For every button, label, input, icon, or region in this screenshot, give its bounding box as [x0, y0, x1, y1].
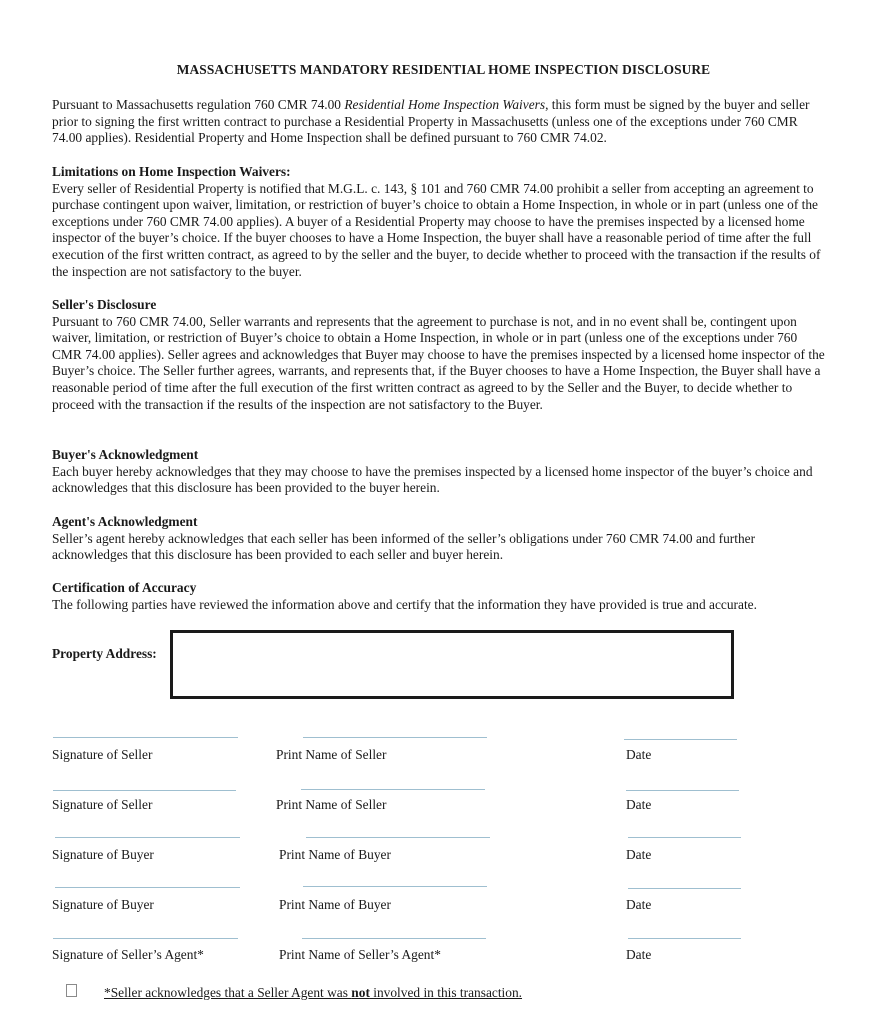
no-seller-agent-checkbox[interactable]: [66, 984, 77, 997]
signature-label: Signature of Seller: [52, 797, 153, 812]
date-label: Date: [626, 797, 652, 812]
agent-signature-line[interactable]: [53, 938, 238, 939]
property-address-field[interactable]: [170, 630, 734, 699]
section-body: Seller’s agent hereby acknowledges that each seller has been informed of the seller’s obligations under 760 CMR 74.00 and further acknowledges that this disclosure has been provided to each seller and buyer herein.: [52, 530, 756, 563]
date-label: Date: [626, 747, 652, 762]
seller-print-name-line[interactable]: [301, 789, 485, 790]
section-body: Every seller of Residential Property is notified that M.G.L. c. 143, § 101 and 760 CMR 74.00 prohibit a seller from accepting an agreement to purchase contingent upon waiver, limitation, or restriction of buyer’s choice to obtain a Home Inspection, in whole or in part (unless one of the exceptions under 760 CMR 74.00 applies). A buyer of a Residential Property may choose to have the premises inspected by a licensed home inspector of the buyer’s choice. If the buyer chooses to have a Home Inspection, the buyer shall have a reasonable period of time after the full execution of the first written contract, as agreed to by the seller and the buyer, to decide whether to proceed with the transaction if the results of the inspection are not satisfactory to the buyer.: [52, 180, 821, 279]
section-heading: Limitations on Home Inspection Waivers:: [52, 164, 291, 179]
date-label: Date: [626, 847, 652, 862]
note-text-2: involved in this transaction.: [369, 985, 523, 1000]
print-name-label: Print Name of Buyer: [279, 847, 391, 862]
section-body: Each buyer hereby acknowledges that they may choose to have the premises inspected by a licensed home inspector of the buyer’s choice and acknowledges that this disclosure has been provided to the buyer herein.: [52, 463, 813, 496]
buyer-print-name-line[interactable]: [306, 837, 490, 838]
note-text-1: *Seller acknowledges that a Seller Agent was: [104, 985, 352, 1000]
section-heading: Certification of Accuracy: [52, 580, 197, 595]
date-line[interactable]: [628, 837, 741, 838]
print-name-label: Print Name of Seller: [276, 747, 387, 762]
section-heading: Seller's Disclosure: [52, 297, 157, 312]
signature-label: Signature of Buyer: [52, 847, 154, 862]
document-title: MASSACHUSETTS MANDATORY RESIDENTIAL HOME INSPECTION DISCLOSURE: [176, 62, 711, 77]
buyer-print-name-line[interactable]: [303, 886, 487, 887]
date-line[interactable]: [624, 739, 737, 740]
no-seller-agent-note: [104, 985, 522, 1001]
print-name-label: Print Name of Buyer: [279, 897, 391, 912]
print-name-label: Print Name of Seller’s Agent*: [279, 947, 441, 962]
print-name-label: Print Name of Seller: [276, 797, 387, 812]
intro-paragraph: [52, 97, 827, 147]
intro-text-1: Pursuant to Massachusetts regulation 760 CMR 74.00: [52, 97, 345, 112]
date-line[interactable]: [628, 938, 741, 939]
section-body: Pursuant to 760 CMR 74.00, Seller warrants and represents that the agreement to purchase is not, and in no event shall be, contingent upon waiver, limitation, or restriction of Buyer’s choice to obtain a Home Inspection, in whole or in part (unless one of the exceptions under 760 CMR 74.00 applies). Seller agrees and acknowledges that Buyer may choose to have the premises inspected by a licensed home inspector of the Buyer’s choice. The Seller further agrees, warrants, and represents that, if the Buyer chooses to have a Home Inspection, the Buyer shall have a reasonable period of time after the full execution of the first written contract as agreed to by the Seller and the Buyer, to decide whether to proceed with the transaction if the results of the inspection are not satisfactory to the Buyer.: [52, 313, 825, 412]
signature-label: Signature of Buyer: [52, 897, 154, 912]
intro-text-2: , this form must be signed by the buyer and seller prior to signing the first written contract to purchase a Residential Property in Massachusetts (unless one of the exceptions under 760 CMR 74.00 applies). Residential Property and Home Inspection shall be defined pursuant to 760 CMR 74.02.: [52, 97, 810, 146]
section-heading: Buyer's Acknowledgment: [52, 447, 199, 462]
buyer-signature-line[interactable]: [55, 837, 240, 838]
seller-signature-line[interactable]: [53, 737, 238, 738]
seller-signature-line[interactable]: [53, 790, 236, 791]
intro-regulation-title: Residential Home Inspection Waivers: [344, 97, 546, 112]
section-certification: [52, 580, 827, 613]
seller-print-name-line[interactable]: [303, 737, 487, 738]
buyer-signature-line[interactable]: [55, 887, 240, 888]
date-label: Date: [626, 897, 652, 912]
section-heading: Agent's Acknowledgment: [52, 514, 198, 529]
date-line[interactable]: [628, 888, 741, 889]
property-address-label: Property Address:: [52, 646, 157, 661]
section-sellers-disclosure: [52, 297, 827, 413]
signature-label: Signature of Seller’s Agent*: [52, 947, 204, 962]
section-body: The following parties have reviewed the information above and certify that the information they have provided is true and accurate.: [52, 596, 757, 612]
section-agents-acknowledgment: [52, 514, 827, 564]
date-line[interactable]: [626, 790, 739, 791]
agent-print-name-line[interactable]: [302, 938, 486, 939]
section-limitations: [52, 164, 827, 280]
date-label: Date: [626, 947, 652, 962]
section-buyers-acknowledgment: [52, 447, 827, 497]
note-emphasis: not: [351, 985, 370, 1000]
signature-label: Signature of Seller: [52, 747, 153, 762]
